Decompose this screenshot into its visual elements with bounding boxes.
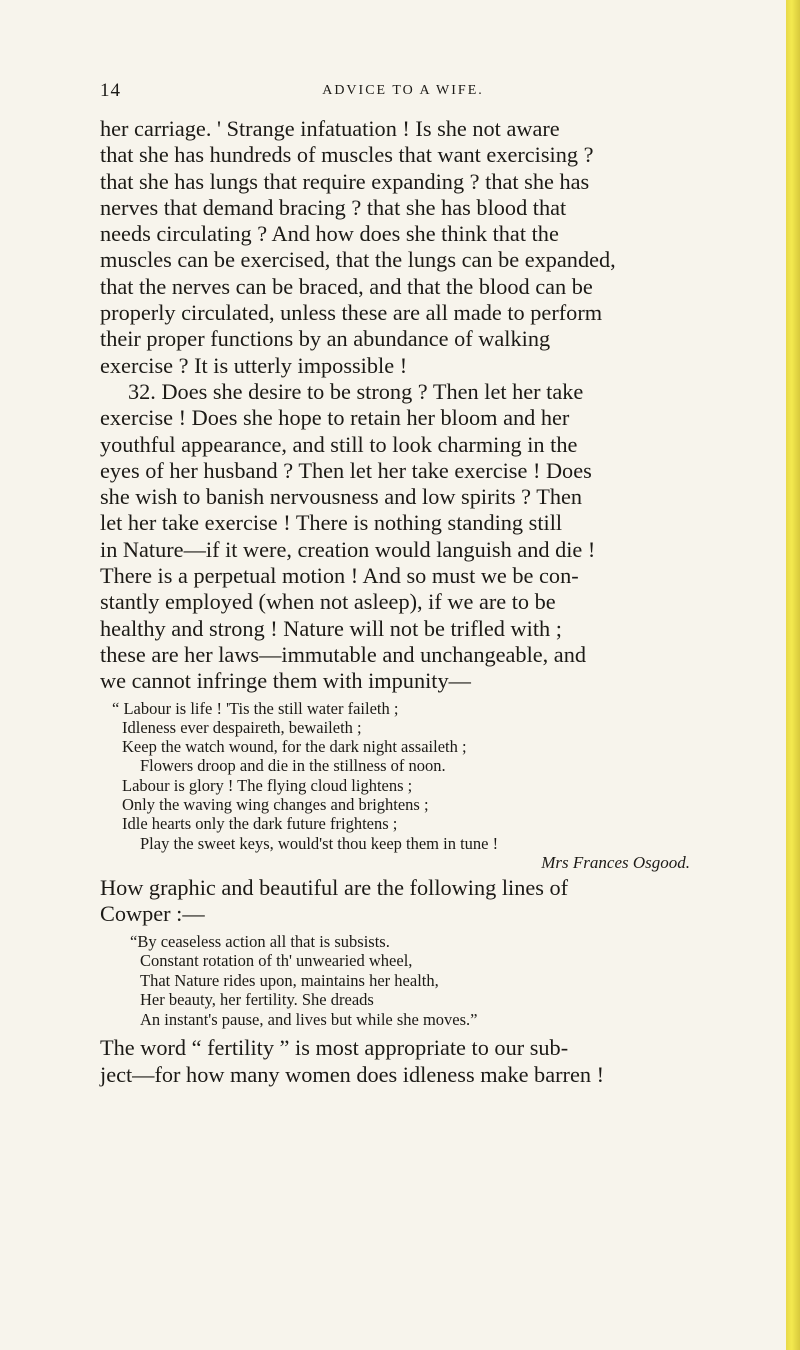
poem-line: An instant's pause, and lives but while she moves.” <box>140 1009 478 1029</box>
poem-line: Play the sweet keys, would'st thou keep them in tune ! <box>140 833 499 853</box>
text-line: stantly employed (when not asleep), if we are to be <box>100 589 556 615</box>
page-number: 14 <box>100 80 121 101</box>
text-line: nerves that demand bracing ? that she has blood that <box>100 194 567 220</box>
page-edge <box>786 0 800 1350</box>
text-line: healthy and strong ! Nature will not be trifled with ; <box>100 615 562 641</box>
text-line: 32. Does she desire to be strong ? Then let her take <box>128 378 584 404</box>
poem-line: “ Labour is life ! 'Tis the still water faileth ; <box>112 698 399 718</box>
cowper-quotation <box>100 932 750 1030</box>
paragraph-1 <box>100 116 750 379</box>
text-line: youthful appearance, and still to look charming in the <box>100 431 578 457</box>
text-line: ject—for how many women does idleness make barren ! <box>100 1061 604 1087</box>
poem-line: Keep the watch wound, for the dark night assaileth ; <box>122 737 467 757</box>
text-line: muscles can be exercised, that the lungs can be expanded, <box>100 247 616 273</box>
text-line: her carriage. ' Strange infatuation ! Is she not aware <box>100 116 560 141</box>
text-line: How graphic and beautiful are the following lines of <box>100 874 569 900</box>
text-line: we cannot infringe them with impunity— <box>100 668 471 694</box>
poem-line: Only the waving wing changes and brightens ; <box>122 795 429 815</box>
text-line: in Nature—if it were, creation would languish and die ! <box>100 536 596 562</box>
text-line: these are her laws—immutable and unchangeable, and <box>100 641 587 667</box>
text-line: that she has hundreds of muscles that want exercising ? <box>100 142 594 168</box>
text-line: needs circulating ? And how does she think that the <box>100 221 559 247</box>
running-head: ADVICE TO A WIFE. <box>322 83 484 98</box>
text-line: let her take exercise ! There is nothing standing still <box>100 510 563 536</box>
text-line: exercise ! Does she hope to retain her bloom and her <box>100 405 570 431</box>
poem-line: Flowers droop and die in the stillness of noon. <box>140 756 446 776</box>
paragraph-2 <box>100 379 750 695</box>
poem-line: “By ceaseless action all that is subsists. <box>130 931 390 951</box>
text-line: that she has lungs that require expanding ? that she has <box>100 168 590 194</box>
text-line: There is a perpetual motion ! And so must we be con- <box>100 563 579 589</box>
text-line: properly circulated, unless these are all made to perform <box>100 300 603 326</box>
poem-line: Constant rotation of th' unwearied wheel, <box>140 951 413 971</box>
text-line: exercise ? It is utterly impossible ! <box>100 352 408 378</box>
text-line: their proper functions by an abundance of walking <box>100 326 551 352</box>
poem-line: That Nature rides upon, maintains her health, <box>140 970 439 990</box>
text-line: that the nerves can be braced, and that the blood can be <box>100 273 593 299</box>
poem-line: Idleness ever despaireth, bewaileth ; <box>122 717 362 737</box>
poem-quotation <box>100 699 750 875</box>
text-line: Cowper :— <box>100 901 205 927</box>
text-line: The word “ fertility ” is most appropriate to our sub- <box>100 1035 569 1061</box>
poem-line: Idle hearts only the dark future frightens ; <box>122 814 398 834</box>
paragraph-3 <box>100 875 750 928</box>
body-text <box>100 116 750 1088</box>
poem-line: Labour is glory ! The flying cloud lightens ; <box>122 775 413 795</box>
poem-attribution: Mrs Frances Osgood. <box>541 852 690 872</box>
text-line: eyes of her husband ? Then let her take exercise ! Does <box>100 457 592 483</box>
paragraph-4 <box>100 1035 750 1088</box>
text-line: she wish to banish nervousness and low spirits ? Then <box>100 484 583 510</box>
poem-line: Her beauty, her fertility. She dreads <box>140 990 374 1010</box>
